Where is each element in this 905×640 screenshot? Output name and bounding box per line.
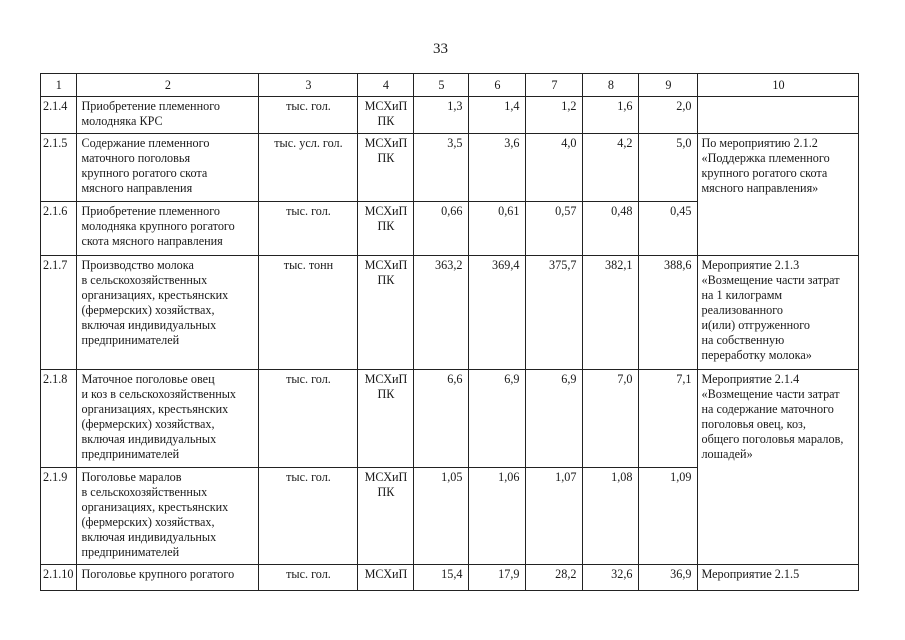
row-value: 0,57 [526, 202, 583, 256]
row-code: 2.1.8 [41, 370, 77, 468]
row-name: Производство молока в сельскохозяйственных организациях, крестьянских (фермерских) хозяйствах, включая индивидуальных предпринимателей [77, 256, 259, 370]
row-value: 1,07 [526, 468, 583, 565]
row-org: МСХиП ПК [358, 134, 414, 202]
row-org: МСХиП ПК [358, 370, 414, 468]
row-code: 2.1.7 [41, 256, 77, 370]
row-code: 2.1.6 [41, 202, 77, 256]
row-org: МСХиП ПК [358, 97, 414, 134]
row-value: 375,7 [526, 256, 583, 370]
table-row [41, 370, 859, 468]
row-name: Поголовье крупного рогатого [77, 565, 259, 591]
row-value: 17,9 [469, 565, 526, 591]
row-note: Мероприятие 2.1.4 «Возмещение части затрат на содержание маточного поголовья овец, коз, общего поголовья маралов, лошадей» [698, 370, 859, 565]
row-value: 4,2 [583, 134, 639, 202]
row-value: 1,2 [526, 97, 583, 134]
row-value: 382,1 [583, 256, 639, 370]
header-cell: 8 [583, 74, 639, 97]
header-cell: 3 [259, 74, 358, 97]
row-value: 0,45 [639, 202, 698, 256]
row-unit: тыс. гол. [259, 468, 358, 565]
row-value: 7,1 [639, 370, 698, 468]
row-value: 15,4 [414, 565, 469, 591]
page-number: 33 [433, 41, 448, 57]
row-value: 7,0 [583, 370, 639, 468]
header-cell: 5 [414, 74, 469, 97]
row-unit: тыс. усл. гол. [259, 134, 358, 202]
row-value: 388,6 [639, 256, 698, 370]
header-cell: 10 [698, 74, 859, 97]
header-cell: 1 [41, 74, 77, 97]
row-name: Поголовье маралов в сельскохозяйственных организациях, крестьянских (фермерских) хозяйствах, включая индивидуальных предпринимателей [77, 468, 259, 565]
row-name: Приобретение племенного молодняка КРС [77, 97, 259, 134]
row-value: 1,4 [469, 97, 526, 134]
header-cell: 4 [358, 74, 414, 97]
row-value: 6,6 [414, 370, 469, 468]
row-value: 1,6 [583, 97, 639, 134]
row-name: Приобретение племенного молодняка крупного рогатого скота мясного направления [77, 202, 259, 256]
table-row [41, 97, 859, 134]
row-value: 0,66 [414, 202, 469, 256]
row-name: Содержание племенного маточного поголовья крупного рогатого скота мясного направления [77, 134, 259, 202]
row-unit: тыс. тонн [259, 256, 358, 370]
row-note: По мероприятию 2.1.2 «Поддержка племенного крупного рогатого скота мясного направления» [698, 134, 859, 256]
row-code: 2.1.4 [41, 97, 77, 134]
row-value: 28,2 [526, 565, 583, 591]
row-org: МСХиП ПК [358, 468, 414, 565]
header-cell: 7 [526, 74, 583, 97]
row-value: 2,0 [639, 97, 698, 134]
row-value: 369,4 [469, 256, 526, 370]
header-cell: 9 [639, 74, 698, 97]
row-unit: тыс. гол. [259, 370, 358, 468]
row-code: 2.1.5 [41, 134, 77, 202]
row-value: 32,6 [583, 565, 639, 591]
row-note [698, 97, 859, 134]
row-value: 6,9 [469, 370, 526, 468]
row-value: 0,48 [583, 202, 639, 256]
row-org: МСХиП ПК [358, 256, 414, 370]
row-code: 2.1.9 [41, 468, 77, 565]
header-row [41, 74, 859, 97]
row-unit: тыс. гол. [259, 97, 358, 134]
row-unit: тыс. гол. [259, 202, 358, 256]
row-value: 1,3 [414, 97, 469, 134]
row-value: 3,6 [469, 134, 526, 202]
row-value: 363,2 [414, 256, 469, 370]
row-value: 1,08 [583, 468, 639, 565]
row-org: МСХиП ПК [358, 202, 414, 256]
row-note: Мероприятие 2.1.3 «Возмещение части затрат на 1 килограмм реализованного и(или) отгруженного на собственную переработку молока» [698, 256, 859, 370]
header-cell: 6 [469, 74, 526, 97]
table-row [41, 256, 859, 370]
row-value: 0,61 [469, 202, 526, 256]
table-row [41, 134, 859, 202]
row-value: 6,9 [526, 370, 583, 468]
row-value: 36,9 [639, 565, 698, 591]
row-value: 5,0 [639, 134, 698, 202]
row-org: МСХиП [358, 565, 414, 591]
row-name: Маточное поголовье овец и коз в сельскохозяйственных организациях, крестьянских (фермерских) хозяйствах, включая индивидуальных предпринимателей [77, 370, 259, 468]
row-code: 2.1.10 [41, 565, 77, 591]
row-unit: тыс. гол. [259, 565, 358, 591]
row-value: 1,09 [639, 468, 698, 565]
header-cell: 2 [77, 74, 259, 97]
row-value: 3,5 [414, 134, 469, 202]
row-value: 1,06 [469, 468, 526, 565]
row-note: Мероприятие 2.1.5 [698, 565, 859, 591]
indicators-table [40, 73, 859, 591]
row-value: 4,0 [526, 134, 583, 202]
table-row [41, 565, 859, 591]
row-value: 1,05 [414, 468, 469, 565]
